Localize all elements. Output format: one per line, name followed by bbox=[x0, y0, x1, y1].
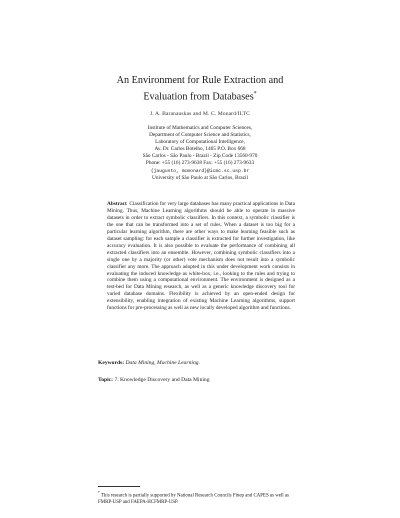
email-line: {jaugusto, mcmonard}@icmc.sc.usp.br bbox=[150, 168, 250, 174]
keywords-value: Data Mining, Machine Learning. bbox=[125, 360, 200, 366]
title-footnote-mark: * bbox=[253, 90, 257, 97]
footnote bbox=[98, 490, 304, 506]
title-line-2 bbox=[60, 88, 340, 104]
topic bbox=[98, 377, 318, 383]
keywords-label: Keywords: bbox=[98, 360, 125, 366]
title-line-1: An Environment for Rule Extraction and bbox=[116, 75, 284, 86]
abstract-label: Abstract bbox=[107, 201, 127, 207]
affiliation-line: Department of Computer Science and Statistics, bbox=[149, 132, 251, 139]
affiliation-line: São Carlos - São Paulo - Brazil - Zip Code 13560-970 bbox=[142, 153, 258, 160]
affiliation-line: Laboratory of Computational Intelligence, bbox=[155, 139, 245, 146]
title-line-2-text: Evaluation from Databases bbox=[143, 90, 254, 102]
affiliation-line: University of São Paulo at São Carlos, Brazil bbox=[152, 174, 248, 181]
abstract bbox=[107, 201, 295, 312]
authors: J. A. Baranauskas and M. C. Monard/ILTC bbox=[149, 111, 251, 117]
topic-label: Topic: bbox=[98, 377, 114, 383]
footnote-text: This research is partially supported by National Research Councils Finep and CAPES as well as FMRP-USP and FAEPA-HCFMRP-USP. bbox=[98, 493, 289, 505]
paper-title bbox=[60, 74, 340, 103]
keywords bbox=[98, 360, 318, 366]
affiliation-line: Phone: +55 (16) 273-9638 Fax: +55 (16) 273-9633 bbox=[145, 160, 255, 167]
footnote-mark: * bbox=[98, 491, 100, 495]
topic-value: 7. Knowledge Discovery and Data Mining bbox=[114, 377, 210, 383]
footnote-divider bbox=[98, 486, 140, 487]
affiliation-line: Institute of Mathematics and Computer Sciences, bbox=[147, 125, 253, 131]
affiliation-line: Av. Dr. Carlos Botelho, 1465 P.O. Box 668 bbox=[154, 146, 246, 153]
abstract-text: Classification for very large databases has many practical applications in Data Mining. Thus, Machine Learning algorithms should be able to operate in massive datasets in order to extract symbolic classifiers. In this context, a symbolic classifier is the one that can be transformed into a set of rules. When a dataset is too big for a particular learning algorithm, there are other ways to make learning feasible such as dataset sampling: for each sample a classifier is extracted for further investigation, like accuracy evaluation. It is also possible to evaluate the performance of combining all extracted classifiers into an ensemble. However, combining symbolic classifiers into a single one by a majority (or other) vote mechanism does not result into a symbolic classifier any more. The approach adopted in this under development work consists in evaluating the induced knowledge as white-box, i.e., looking to the rules and trying to combine them using a computational environment. The environment is designed as a test-bed for Data Mining research, as well as a generic knowledge discovery tool for varied database domains. Flexibility is achieved by an open-ended design for extensibility, enabling integration of existing Machine Learning algorithms, support functions for pre-processing as well as new locally developed algorithm and functions. bbox=[107, 201, 295, 312]
affiliation-block bbox=[70, 125, 330, 182]
